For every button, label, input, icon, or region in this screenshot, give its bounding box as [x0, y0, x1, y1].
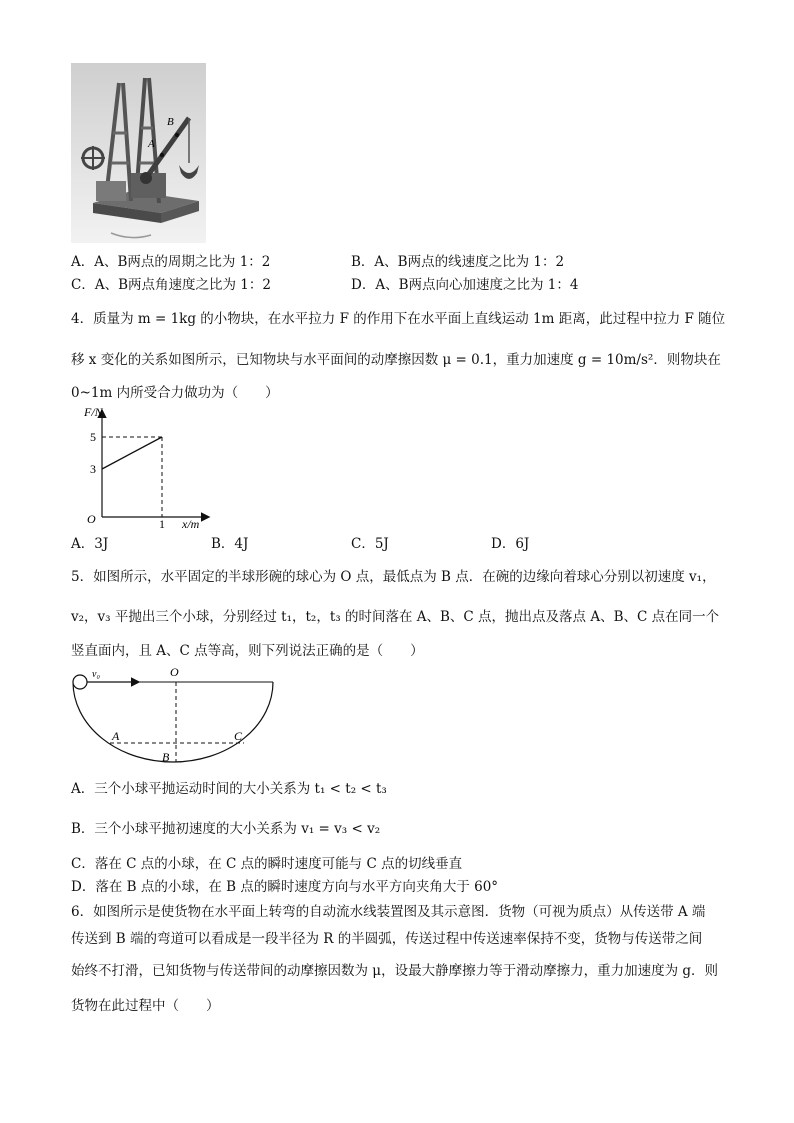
label-b: B — [162, 750, 170, 764]
y-tick-label: 3 — [90, 462, 96, 476]
label-c: C — [234, 729, 243, 743]
q3-option-c: C．A、B两点角速度之比为 1：2 — [71, 277, 271, 293]
photo-label-b: B — [167, 116, 174, 128]
label-a: A — [112, 729, 120, 743]
ball-icon — [73, 675, 87, 689]
chart-xlabel: x/m — [182, 517, 200, 530]
y-tick-label: 5 — [90, 430, 96, 444]
q4-force-chart — [80, 405, 220, 530]
q6-stem-line2: 传送到 B 端的弯道可以看成是一段半径为 R 的半圆弧，传送过程中传送速率保持不变，货物与传送带之间 — [71, 931, 703, 947]
q6-stem-line4: 货物在此过程中（ ） — [71, 998, 220, 1014]
q4-option-b: B．4J — [211, 536, 249, 552]
bowl-arc — [73, 682, 273, 762]
q4-stem-line3: 0~1m 内所受合力做功为（ ） — [71, 385, 279, 401]
q3-photo — [71, 63, 206, 243]
q4-stem-line1: 4．质量为 m = 1kg 的小物块，在水平拉力 F 的作用下在水平面上直线运动 1m 距离，此过程中拉力 F 随位 — [71, 311, 726, 327]
q4-option-c: C．5J — [351, 536, 389, 552]
label-v0: v₀ — [92, 669, 100, 680]
q4-option-d: D．6J — [491, 536, 530, 552]
q5-bowl-figure — [68, 665, 278, 770]
chart-ylabel: F/N — [84, 405, 103, 419]
q6-stem-line3: 始终不打滑，已知货物与传送带间的动摩擦因数为 μ，设最大静摩擦力等于滑动摩擦力，重力加速度为 g．则 — [71, 963, 718, 979]
q6-stem-line1: 6．如图所示是使货物在水平面上转弯的自动流水线装置图及其示意图．货物（可视为质点）从传送带 A 端 — [71, 904, 706, 920]
x-tick-label: 1 — [159, 517, 165, 530]
photo-label-a: A — [148, 138, 155, 150]
q5-option-d: D．落在 B 点的小球，在 B 点的瞬时速度方向与水平方向夹角大于 60° — [71, 879, 499, 895]
label-o: O — [170, 665, 179, 679]
series-line — [102, 437, 162, 469]
q5-stem-line1: 5．如图所示，水平固定的半球形碗的球心为 O 点，最低点为 B 点．在碗的边缘向着球心分别以初速度 v₁， — [71, 569, 716, 585]
q5-option-c: C．落在 C 点的小球，在 C 点的瞬时速度可能与 C 点的切线垂直 — [71, 856, 463, 872]
q4-stem-line2: 移 x 变化的关系如图所示，已知物块与水平面间的动摩擦因数 μ = 0.1，重力加速度 g = 10m/s²．则物块在 — [71, 352, 721, 368]
q5-stem-line2: v₂，v₃ 平抛出三个小球，分别经过 t₁，t₂，t₃ 的时间落在 A、B、C 点，抛出点及落点 A、B、C 点在同一个 — [71, 609, 720, 625]
q4-option-a: A．3J — [71, 536, 109, 552]
q3-option-b: B．A、B两点的线速度之比为 1：2 — [351, 254, 565, 270]
q5-option-a: A．三个小球平抛运动时间的大小关系为 t₁ < t₂ < t₃ — [71, 781, 387, 797]
chart-origin: O — [87, 512, 96, 526]
q3-option-d: D．A、B两点向心加速度之比为 1：4 — [351, 277, 579, 293]
q3-option-a: A．A、B两点的周期之比为 1：2 — [71, 254, 271, 270]
q5-option-b: B．三个小球平抛初速度的大小关系为 v₁ = v₃ < v₂ — [71, 821, 381, 837]
q5-stem-line3: 竖直面内，且 A、C 点等高，则下列说法正确的是（ ） — [71, 643, 424, 659]
